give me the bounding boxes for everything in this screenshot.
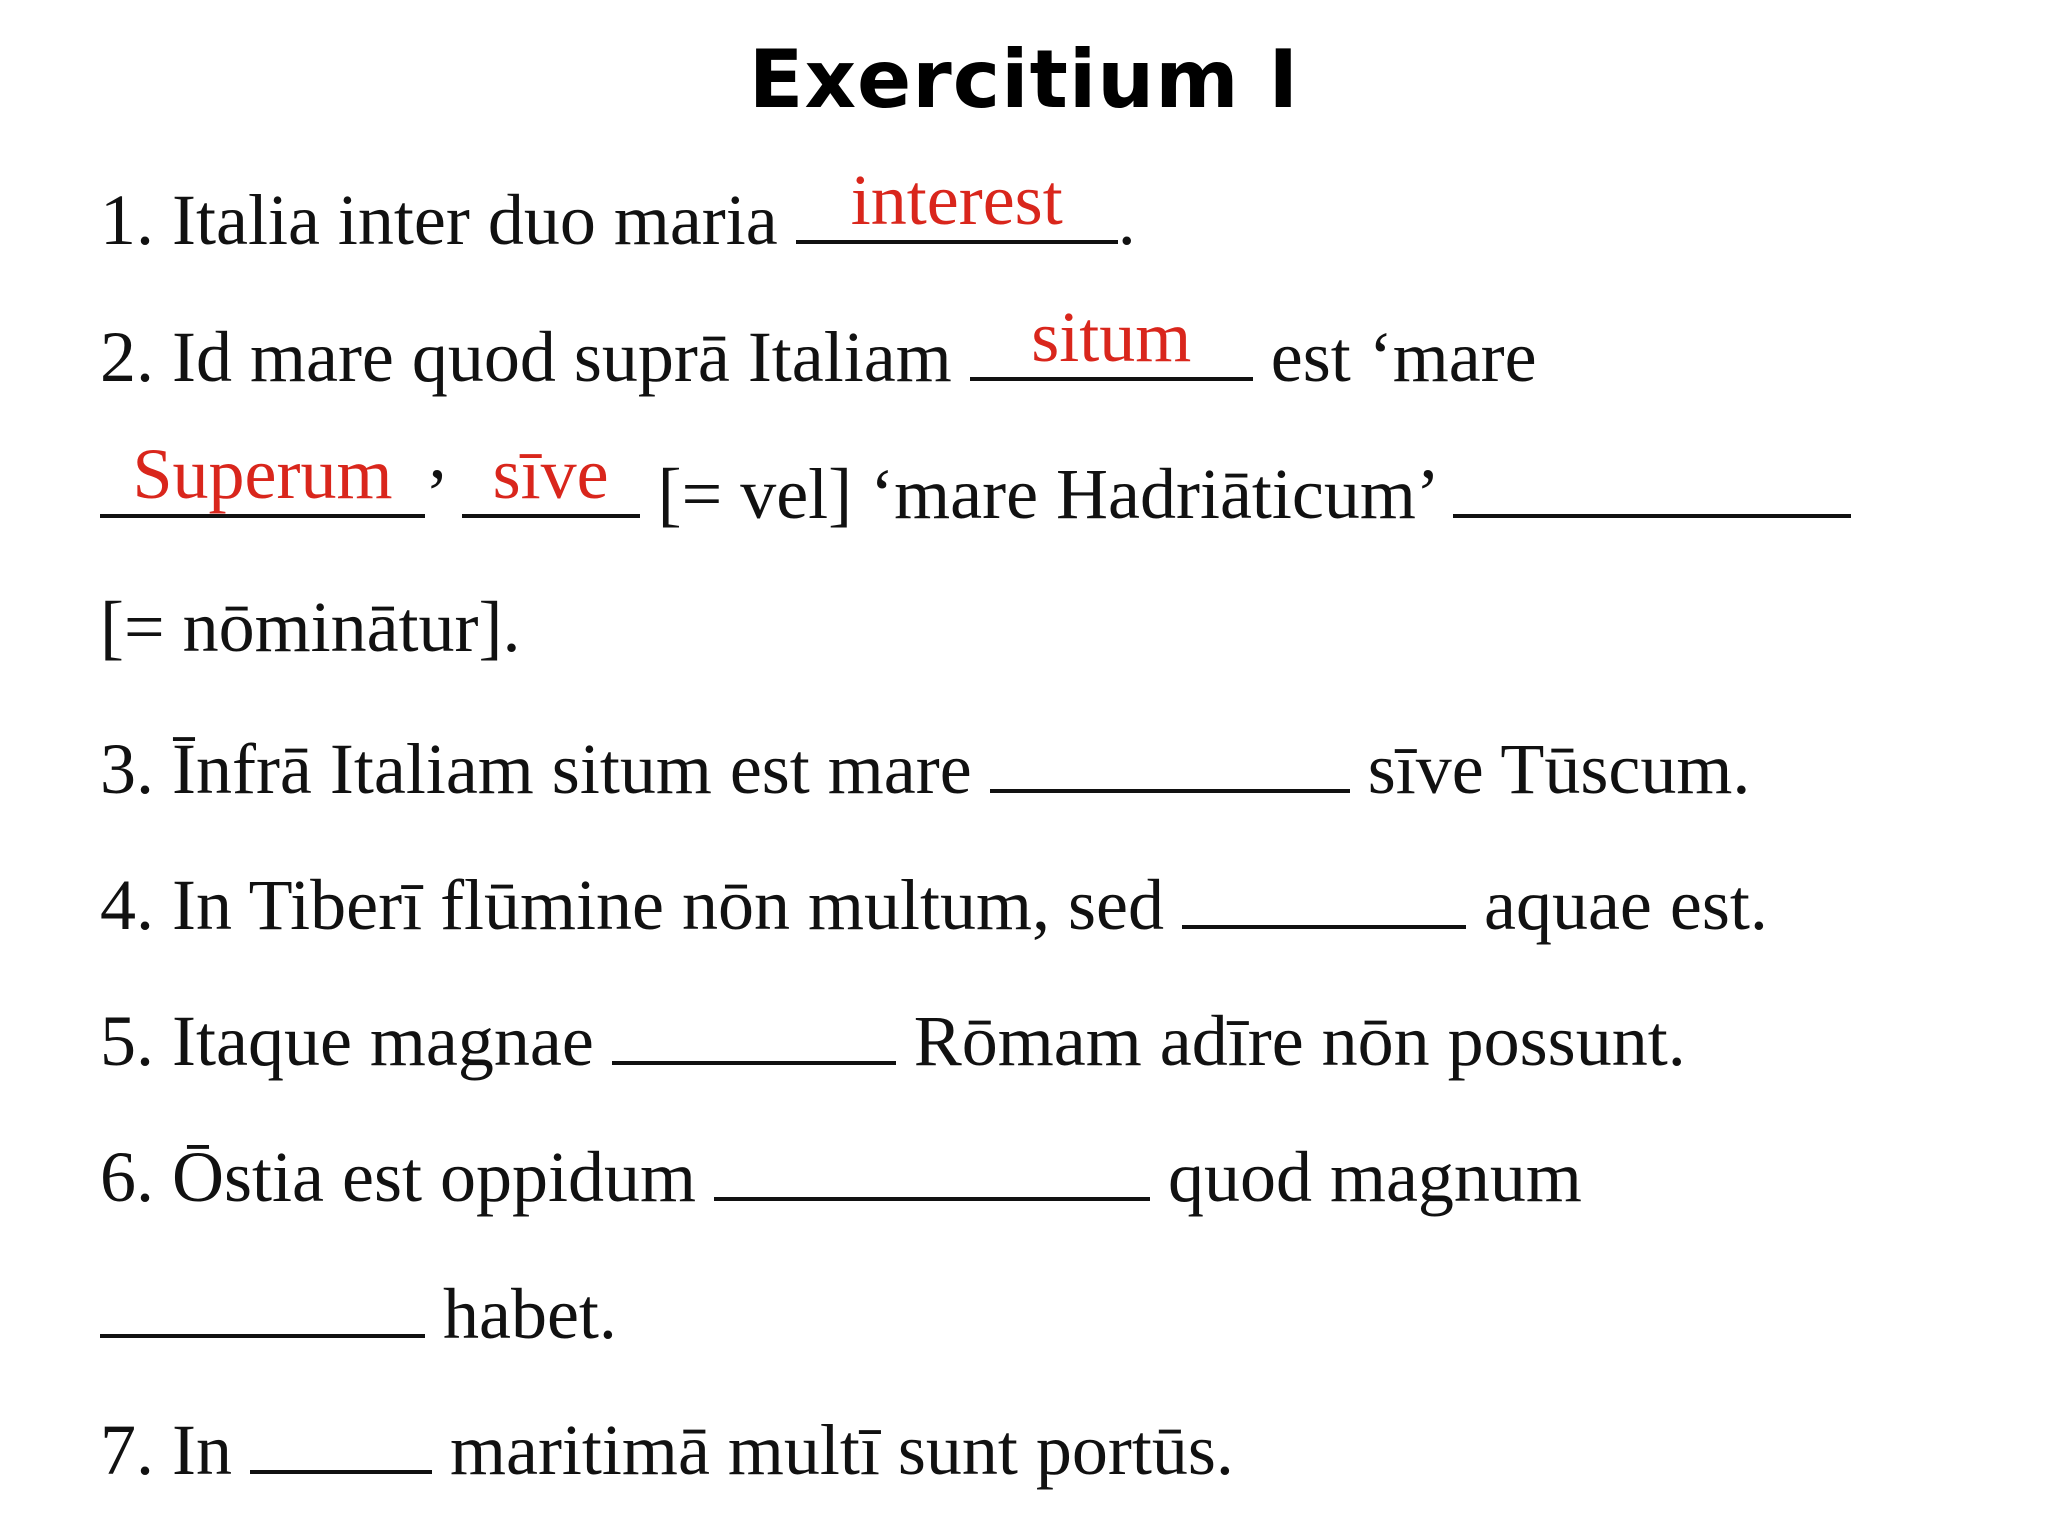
empty-blank bbox=[612, 991, 896, 1065]
empty-blank bbox=[100, 1264, 425, 1338]
empty-blank bbox=[990, 719, 1350, 793]
sentence-text: quod magnum bbox=[1167, 1137, 1582, 1217]
sentence-text: 3. Īnfrā Italiam situm est mare bbox=[100, 729, 972, 809]
answer-text: situm bbox=[1031, 297, 1192, 377]
answer-text: sīve bbox=[492, 434, 609, 514]
sentence-2-continued bbox=[100, 434, 1851, 539]
answer-text: Superum bbox=[132, 434, 393, 514]
answer-blank bbox=[100, 434, 425, 518]
slide-title: Exercitium I bbox=[748, 33, 1300, 126]
sentence-text: 5. Itaque magnae bbox=[100, 1001, 594, 1081]
sentence-text: [= vel] ‘mare Hadriāticum’ bbox=[657, 454, 1435, 534]
sentence-text: est ‘mare bbox=[1270, 317, 1537, 397]
sentence-6-continued bbox=[100, 1264, 617, 1359]
sentence-1 bbox=[100, 160, 1136, 265]
sentence-6 bbox=[100, 1127, 1582, 1222]
empty-blank bbox=[250, 1400, 432, 1474]
sentence-4 bbox=[100, 855, 1768, 950]
empty-blank bbox=[1453, 444, 1851, 518]
empty-blank bbox=[1182, 855, 1466, 929]
sentence-text: aquae est. bbox=[1484, 865, 1768, 945]
answer-blank bbox=[970, 297, 1253, 381]
sentence-text: Rōmam adīre nōn possunt. bbox=[913, 1001, 1686, 1081]
sentence-text: habet. bbox=[443, 1274, 617, 1354]
sentence-text: 7. In bbox=[100, 1410, 232, 1490]
answer-blank bbox=[796, 160, 1118, 244]
sentence-text: 2. Id mare quod suprā Italiam bbox=[100, 317, 952, 397]
sentence-text: maritimā multī sunt portūs. bbox=[449, 1410, 1234, 1490]
sentence-7 bbox=[100, 1400, 1234, 1495]
sentence-2-end bbox=[100, 582, 521, 672]
sentence-5 bbox=[100, 991, 1686, 1086]
sentence-3 bbox=[100, 719, 1750, 814]
sentence-text: sīve Tūscum. bbox=[1367, 729, 1751, 809]
empty-blank bbox=[714, 1127, 1150, 1201]
answer-text: interest bbox=[850, 160, 1063, 240]
sentence-text: . bbox=[1117, 180, 1136, 260]
sentence-2 bbox=[100, 297, 1537, 402]
sentence-text: ’ bbox=[425, 454, 444, 534]
answer-blank bbox=[462, 434, 640, 518]
sentence-text: 6. Ōstia est oppidum bbox=[100, 1137, 696, 1217]
sentence-text: 4. In Tiberī flūmine nōn multum, sed bbox=[100, 865, 1165, 945]
sentence-text: [= nōminātur]. bbox=[100, 587, 521, 667]
sentence-text: 1. Italia inter duo maria bbox=[100, 180, 778, 260]
